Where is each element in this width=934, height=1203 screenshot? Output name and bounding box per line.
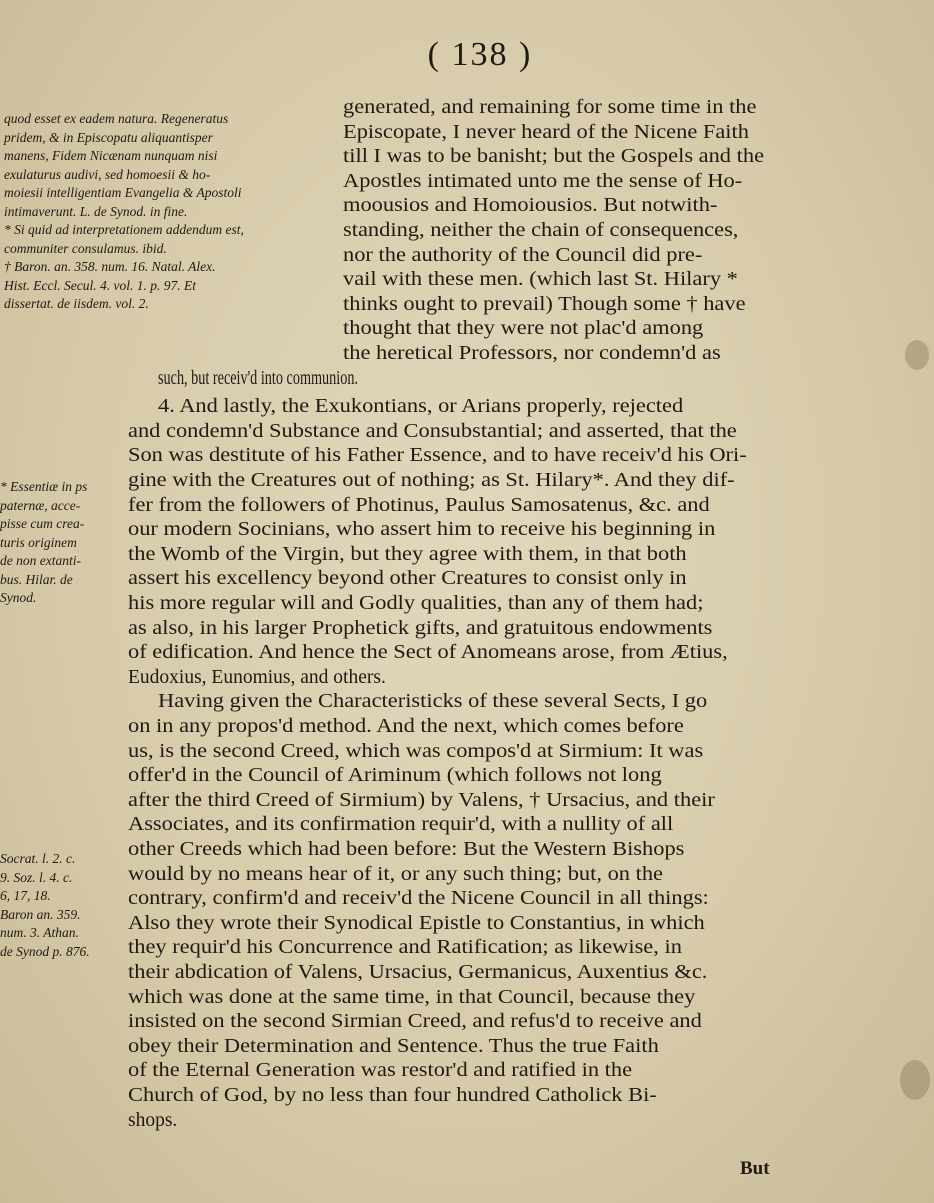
note-line: † Baron. an. 358. num. 16. Natal. Alex. <box>4 259 216 274</box>
text-line: of edification. And hence the Sect of Anomeans arose, from Ætius, <box>128 642 728 664</box>
text-line: insisted on the second Sirmian Creed, and refus'd to receive and <box>128 1011 702 1033</box>
note-line: intimaverunt. L. de Synod. in fine. <box>4 203 188 219</box>
note-line: pridem, & in Episcopatu aliquantisper <box>4 129 213 145</box>
note-line: * Essentiæ in ps <box>0 479 88 494</box>
note-line: dissertat. de iisdem. vol. 2. <box>4 296 149 311</box>
text-line: other Creeds which had been before: But the Western Bishops <box>128 839 685 860</box>
text-line: us, is the second Creed, which was compos'd at Sirmium: It was <box>128 740 704 762</box>
note-line: de non extanti- <box>0 553 81 568</box>
note-line: pisse cum crea- <box>0 516 85 531</box>
text-line: after the third Creed of Sirmium) by Valens, † Ursacius, and their <box>128 789 715 811</box>
text-line: Associates, and its confirmation requir'd, with a nullity of all <box>128 814 674 836</box>
text-line: thinks ought to prevail) Though some † have <box>343 293 746 315</box>
marginal-note-2 <box>0 478 87 608</box>
text-line: obey their Determination and Sentence. Thus the true Faith <box>128 1035 659 1057</box>
marginal-note-3 <box>0 850 90 961</box>
text-line: Episcopate, I never heard of the Nicene Faith <box>343 121 749 143</box>
text-line: such, but receiv'd into communion. <box>158 367 358 389</box>
text-line: Apostles intimated unto me the sense of Ho- <box>343 170 743 192</box>
text-line: as also, in his larger Prophetick gifts, and gratuitous endowments <box>128 617 713 639</box>
text-line: till I was to be banisht; but the Gospels and the <box>343 146 765 168</box>
text-line: fer from the followers of Photinus, Paulus Samosatenus, &c. and <box>128 494 710 516</box>
text-line: Eudoxius, Eunomius, and others. <box>128 666 386 688</box>
note-line: * Si quid ad interpretationem addendum est, <box>4 222 244 237</box>
text-line: they requir'd his Concurrence and Ratification; as likewise, in <box>128 937 682 959</box>
note-line: Baron an. 359. <box>0 906 81 922</box>
text-line: of the Eternal Generation was restor'd and ratified in the <box>128 1060 633 1082</box>
text-line: Also they wrote their Synodical Epistle to Constantius, in which <box>128 912 705 934</box>
text-line: Having given the Characteristicks of these several Sects, I go <box>158 691 708 713</box>
text-line: nor the authority of the Council did pre- <box>343 244 703 266</box>
note-line: bus. Hilar. de <box>0 571 73 587</box>
note-line: Hist. Eccl. Secul. 4. vol. 1. p. 97. Et <box>4 277 196 293</box>
text-line: his more regular will and Godly qualities, than any of them had; <box>128 593 704 614</box>
note-line: Socrat. l. 2. c. <box>0 851 76 866</box>
note-line: manens, Fidem Nicænam nunquam nisi <box>4 148 218 163</box>
text-line: moousios and Homoiousios. But notwith- <box>343 195 718 217</box>
text-line: which was done at the same time, in that Council, because they <box>128 986 696 1008</box>
text-line: the Womb of the Virgin, but they agree with them, in that both <box>128 543 687 565</box>
text-line: Son was destitute of his Father Essence, and to have receiv'd his Ori- <box>128 445 747 467</box>
note-line: num. 3. Athan. <box>0 925 79 940</box>
note-line: moiesii intelligentiam Evangelia & Apostoli <box>4 185 242 200</box>
text-line: Church of God, by no less than four hundred Catholick Bi- <box>128 1085 657 1106</box>
marginal-note-1 <box>4 110 244 314</box>
note-line: de Synod p. 876. <box>0 943 90 959</box>
note-line: quod esset ex eadem natura. Regeneratus <box>4 111 229 126</box>
text-line: standing, neither the chain of consequences, <box>343 220 739 241</box>
page-number: ( 138 ) <box>427 36 533 73</box>
text-line: and condemn'd Substance and Consubstantial; and asserted, that the <box>128 420 737 442</box>
text-line: 4. And lastly, the Exukontians, or Arians properly, rejected <box>158 396 684 418</box>
note-line: communiter consulamus. ibid. <box>4 240 167 256</box>
paper-stain <box>905 340 929 370</box>
text-line: offer'd in the Council of Ariminum (which follows not long <box>128 765 662 787</box>
note-line: Synod. <box>0 590 37 605</box>
text-line: contrary, confirm'd and receiv'd the Nicene Council in all things: <box>128 888 709 910</box>
text-line: vail with these men. (which last St. Hilary * <box>343 269 738 291</box>
note-line: paternæ, acce- <box>0 497 81 513</box>
text-line: our modern Socinians, who assert him to receive his beginning in <box>128 519 716 541</box>
text-line: their abdication of Valens, Ursacius, Germanicus, Auxentius &c. <box>128 962 708 983</box>
paper-stain <box>900 1060 930 1100</box>
text-line: shops. <box>128 1109 178 1131</box>
note-line: 6, 17, 18. <box>0 888 51 903</box>
text-line: would by no means hear of it, or any such thing; but, on the <box>128 863 664 885</box>
catchword: But <box>740 1158 770 1179</box>
text-line: gine with the Creatures out of nothing; as St. Hilary*. And they dif- <box>128 470 735 491</box>
text-line: generated, and remaining for some time in the <box>343 97 757 118</box>
note-line: 9. Soz. l. 4. c. <box>0 869 73 885</box>
text-line: the heretical Professors, nor condemn'd as <box>343 343 721 364</box>
note-line: exulaturus audivi, sed homoesii & ho- <box>4 166 211 182</box>
text-line: on in any propos'd method. And the next, which comes before <box>128 716 684 737</box>
text-line: assert his excellency beyond other Creatures to consist only in <box>128 568 687 590</box>
note-line: turis originem <box>0 534 77 550</box>
text-line: thought that they were not plac'd among <box>343 318 704 340</box>
